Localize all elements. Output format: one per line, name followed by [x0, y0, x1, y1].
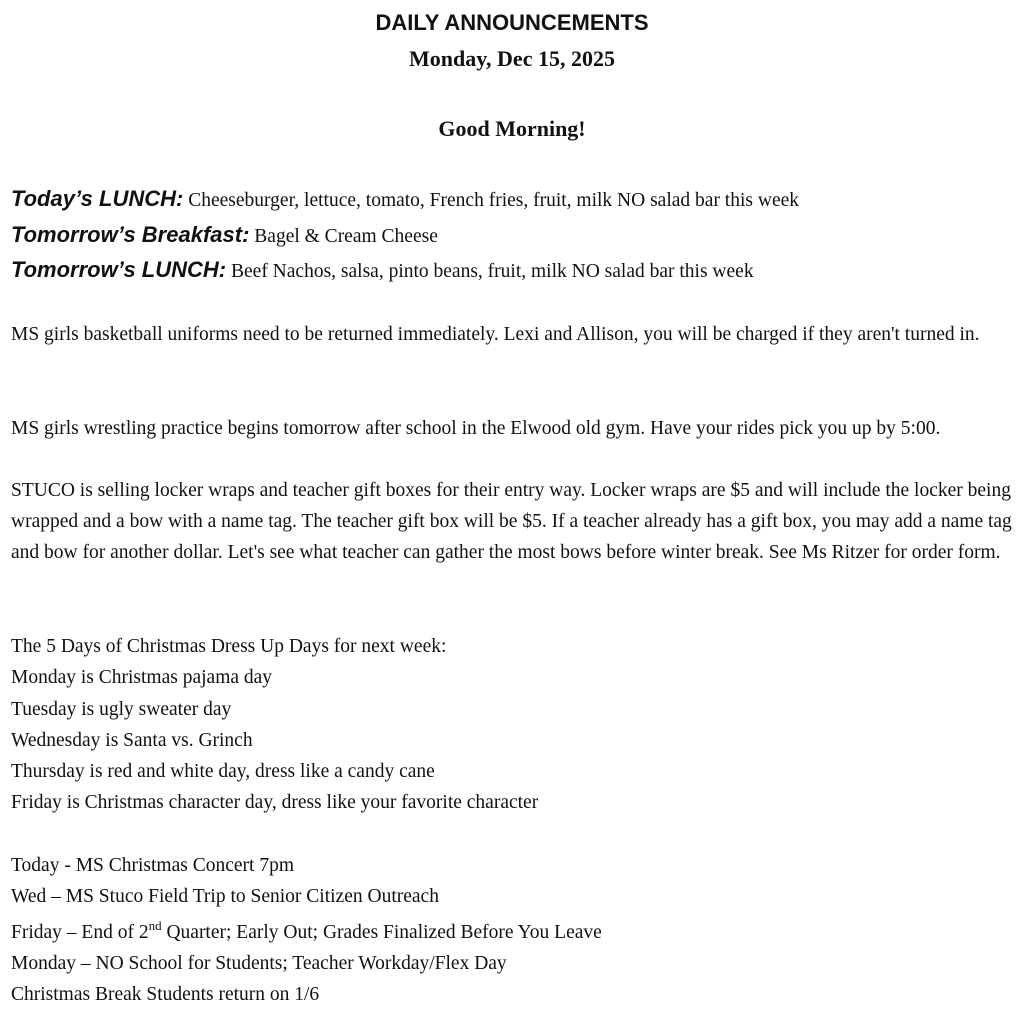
friday-text-start: Friday – End of 2 — [11, 922, 149, 943]
friday-text-end: Quarter; Early Out; Grades Finalized Before You Leave — [161, 922, 602, 943]
dress-up-day: Thursday is red and white day, dress like a candy cane — [11, 761, 435, 782]
dress-up-day: Monday is Christmas pajama day — [11, 667, 273, 688]
tomorrow-breakfast-line — [11, 221, 438, 251]
today-lunch-label: Today’s LUNCH: — [11, 186, 184, 211]
schedule-item-friday — [11, 917, 602, 948]
announcement-date: Monday, Dec 15, 2025 — [409, 46, 615, 71]
tomorrow-lunch-line — [11, 256, 754, 286]
dress-up-day: Wednesday is Santa vs. Grinch — [11, 730, 253, 751]
wrestling-practice-announcement: MS girls wrestling practice begins tomorrow after school in the Elwood old gym. Have your rides pick you up by 5:00. — [11, 418, 941, 439]
dress-up-day: Tuesday is ugly sweater day — [11, 699, 232, 720]
greeting: Good Morning! — [438, 116, 586, 141]
dress-up-heading: The 5 Days of Christmas Dress Up Days for next week: — [11, 636, 447, 657]
document-title: DAILY ANNOUNCEMENTS — [375, 10, 649, 35]
tomorrow-breakfast-text: Bagel & Cream Cheese — [249, 226, 438, 247]
stuco-locker-wraps-announcement: STUCO is selling locker wraps and teacher gift boxes for their entry way. Locker wraps are $5 and will include the locker being wrapped and a bow with a name tag. The teacher gift box will be $5. If a teacher already has a gift box, you may add a name tag and bow for another dollar. Let's see what teacher can gather the most bows before winter break. See Ms Ritzer for order form. — [11, 480, 1012, 563]
schedule-item-wednesday: Wed – MS Stuco Field Trip to Senior Citizen Outreach — [11, 886, 439, 907]
ordinal-suffix: nd — [148, 917, 162, 933]
basketball-uniforms-announcement: MS girls basketball uniforms need to be returned immediately. Lexi and Allison, you will be charged if they aren't turned in. — [11, 324, 980, 345]
dress-up-day: Friday is Christmas character day, dress like your favorite character — [11, 792, 539, 813]
today-lunch-text: Cheeseburger, lettuce, tomato, French fries, fruit, milk NO salad bar this week — [183, 190, 799, 211]
schedule-item-break: Christmas Break Students return on 1/6 — [11, 984, 320, 1005]
schedule-item-monday: Monday – NO School for Students; Teacher Workday/Flex Day — [11, 953, 507, 974]
tomorrow-lunch-label: Tomorrow’s LUNCH: — [11, 257, 227, 282]
today-lunch-line — [11, 185, 799, 215]
schedule-item-today: Today - MS Christmas Concert 7pm — [11, 855, 294, 876]
tomorrow-breakfast-label: Tomorrow’s Breakfast: — [11, 222, 250, 247]
tomorrow-lunch-text: Beef Nachos, salsa, pinto beans, fruit, milk NO salad bar this week — [226, 261, 754, 282]
